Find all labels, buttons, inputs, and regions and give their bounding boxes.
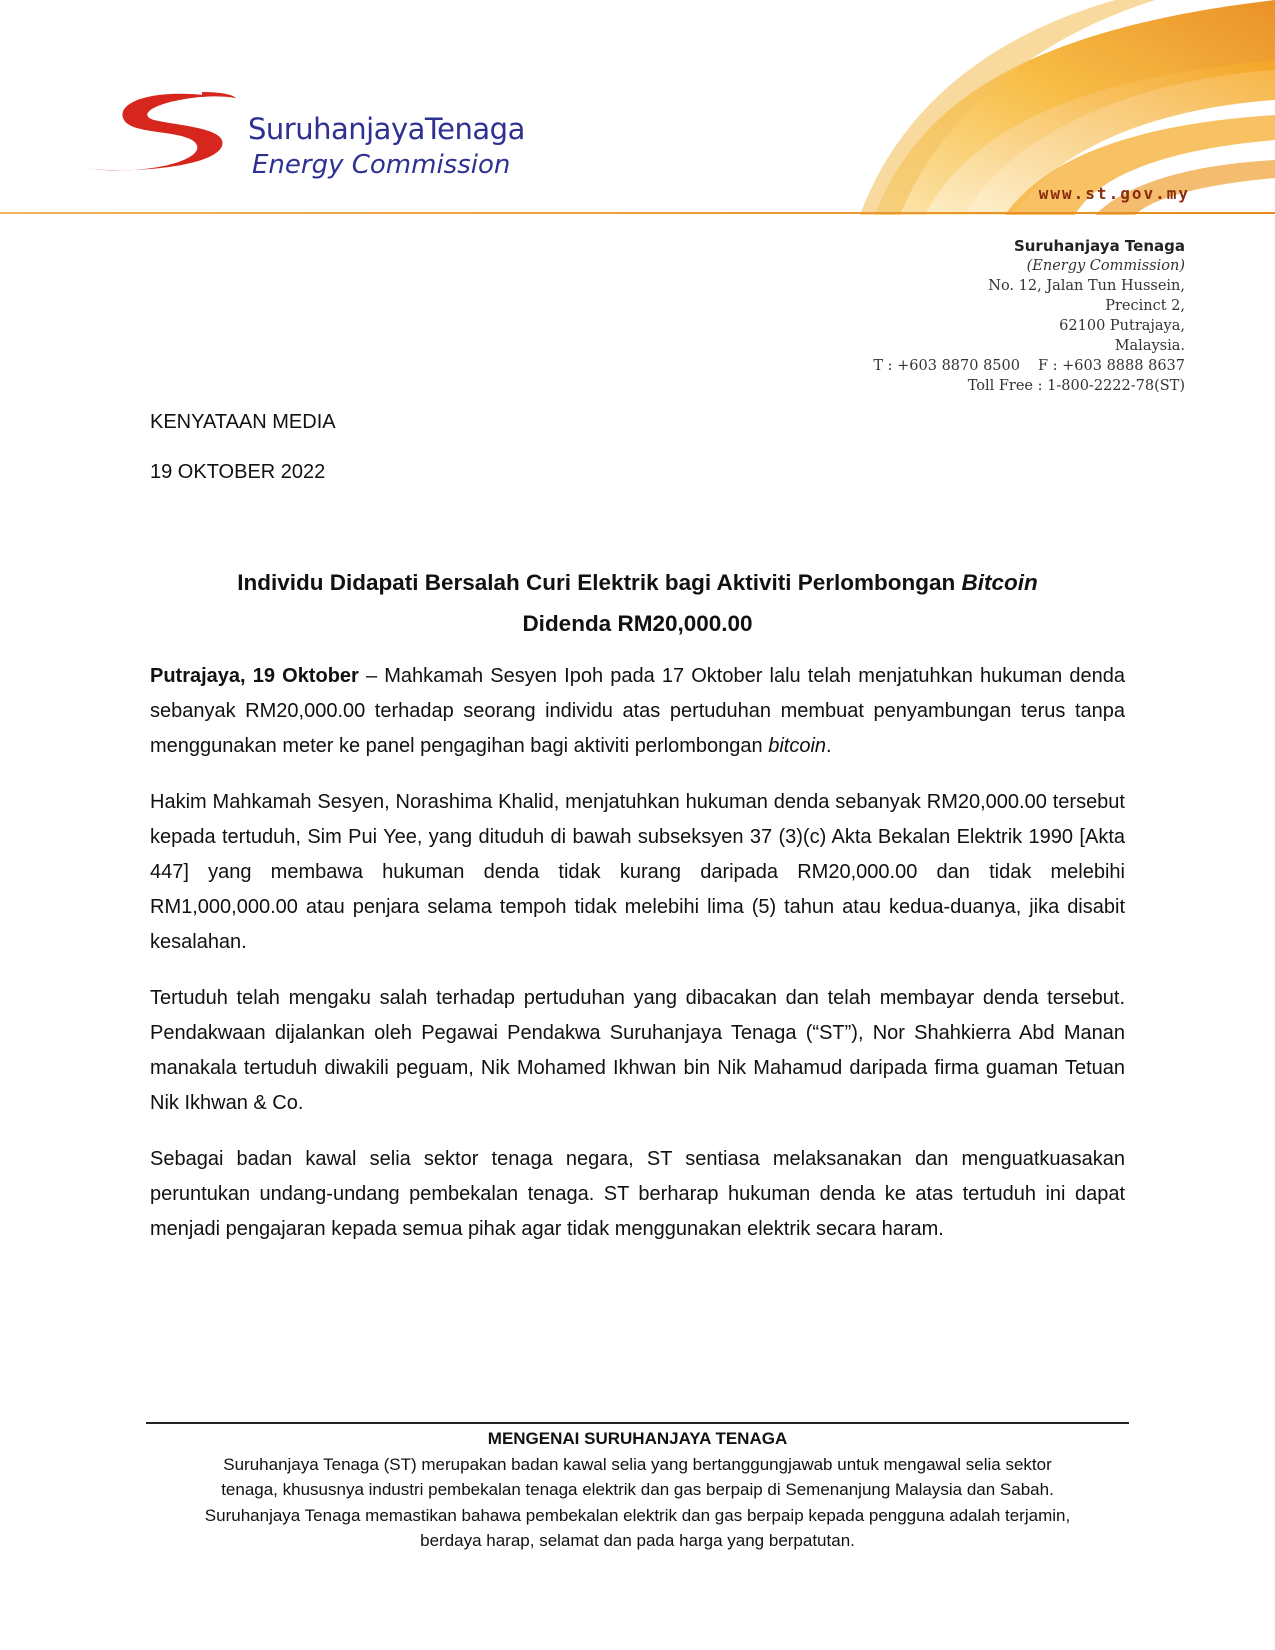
address-fax: F : +603 8888 8637 (1037, 358, 1185, 374)
address-org: Suruhanjaya Tenaga (1013, 237, 1185, 255)
address-line: 62100 Putrajaya, (1059, 318, 1185, 334)
logo-name-english: Energy Commission (252, 150, 511, 180)
letterhead (0, 0, 1275, 230)
logo-name-malay: SuruhanjayaTenaga (248, 112, 525, 146)
headline-line-2: Didenda RM20,000.00 (522, 611, 753, 636)
document-date: 19 OKTOBER 2022 (150, 461, 326, 483)
dateline: Putrajaya, 19 Oktober (150, 665, 359, 687)
address-tollfree: Toll Free : 1-800-2222-78(ST) (967, 378, 1185, 394)
footer-line: Suruhanjaya Tenaga (ST) merupakan badan kawal selia yang bertanggungjawab untuk mengawal selia sektor (223, 1454, 1052, 1474)
footer-line: Suruhanjaya Tenaga memastikan bahawa pembekalan elektrik dan gas berpaip kepada pengguna adalah terjamin, (204, 1505, 1071, 1525)
headline-line-1 (150, 562, 1125, 603)
address-line: Precinct 2, (1105, 298, 1185, 314)
article-body (150, 659, 1125, 1247)
address-block (873, 236, 1185, 396)
address-line: Malaysia. (1114, 338, 1185, 354)
address-tel: T : +603 8870 8500 (873, 358, 1020, 374)
paragraph-1 (150, 659, 1125, 764)
paragraph-end: . (826, 735, 832, 757)
paragraph-3: Tertuduh telah mengaku salah terhadap pertuduhan yang dibacakan dan telah membayar denda tersebut. Pendakwaan dijalankan oleh Pegawai Pendakwa Suruhanjaya Tenaga (“ST”), Nor Shahkierra Abd Manan manakala tertuduh diwakili peguam, Nik Mohamed Ikhwan bin Nik Mahamud daripada firma guaman Tetuan Nik Ikhwan & Co. (150, 987, 1125, 1114)
footer-line: tenaga, khususnya industri pembekalan tenaga elektrik dan gas berpaip di Semenanjung Malaysia dan Sabah. (221, 1480, 1054, 1499)
paragraph-2: Hakim Mahkamah Sesyen, Norashima Khalid, menjatuhkan hukuman denda sebanyak RM20,000.00 tersebut kepada tertuduh, Sim Pui Yee, yang dituduh di bawah subseksyen 37 (3)(c) Akta Bekalan Elektrik 1990 [Akta 447] yang membawa hukuman denda tidak kurang daripada RM20,000.00 dan tidak melebihi RM1,000,000.00 atau penjara selama tempoh tidak melebihi lima (5) tahun atau kedua-duanya, jika disabit kesalahan. (150, 791, 1125, 953)
document-type-label: KENYATAAN MEDIA (150, 411, 336, 433)
paragraph-text: – Mahkamah Sesyen Ipoh pada 17 Oktober lalu telah menjatuhkan hukuman denda sebanyak RM20,000.00 terhadap seorang individu atas pertuduhan membuat penyambungan terus tanpa menggunakan meter ke panel pengagihan bagi aktiviti perlombongan (150, 665, 1125, 757)
address-line: No. 12, Jalan Tun Hussein, (988, 278, 1185, 294)
about-footer (146, 1426, 1129, 1554)
footer-line: berdaya harap, selamat dan pada harga yang berpatutan. (420, 1531, 855, 1550)
footer-divider (146, 1422, 1129, 1424)
paragraph-4: Sebagai badan kawal selia sektor tenaga negara, ST sentiasa melaksanakan dan menguatkuasakan peruntukan undang-undang pembekalan tenaga. ST berharap hukuman denda ke atas tertuduh ini dapat menjadi pengajaran kepada semua pihak agar tidak menggunakan elektrik secara haram. (150, 1148, 1125, 1240)
address-org-sub: (Energy Commission) (1026, 258, 1185, 274)
letterhead-divider (0, 212, 1275, 214)
logo-swoosh-icon (84, 88, 244, 178)
headline-text: Individu Didapati Bersalah Curi Elektrik bagi Aktiviti Perlombongan (237, 570, 962, 595)
address-phone-fax (873, 356, 1185, 376)
website-link[interactable]: www.st.gov.my (1038, 184, 1190, 203)
paragraph-italic: bitcoin (768, 735, 827, 757)
decorative-swirl-graphic (855, 0, 1275, 215)
headline-italic: Bitcoin (961, 570, 1038, 595)
headline (150, 562, 1125, 644)
footer-heading: MENGENAI SURUHANJAYA TENAGA (487, 1429, 788, 1448)
